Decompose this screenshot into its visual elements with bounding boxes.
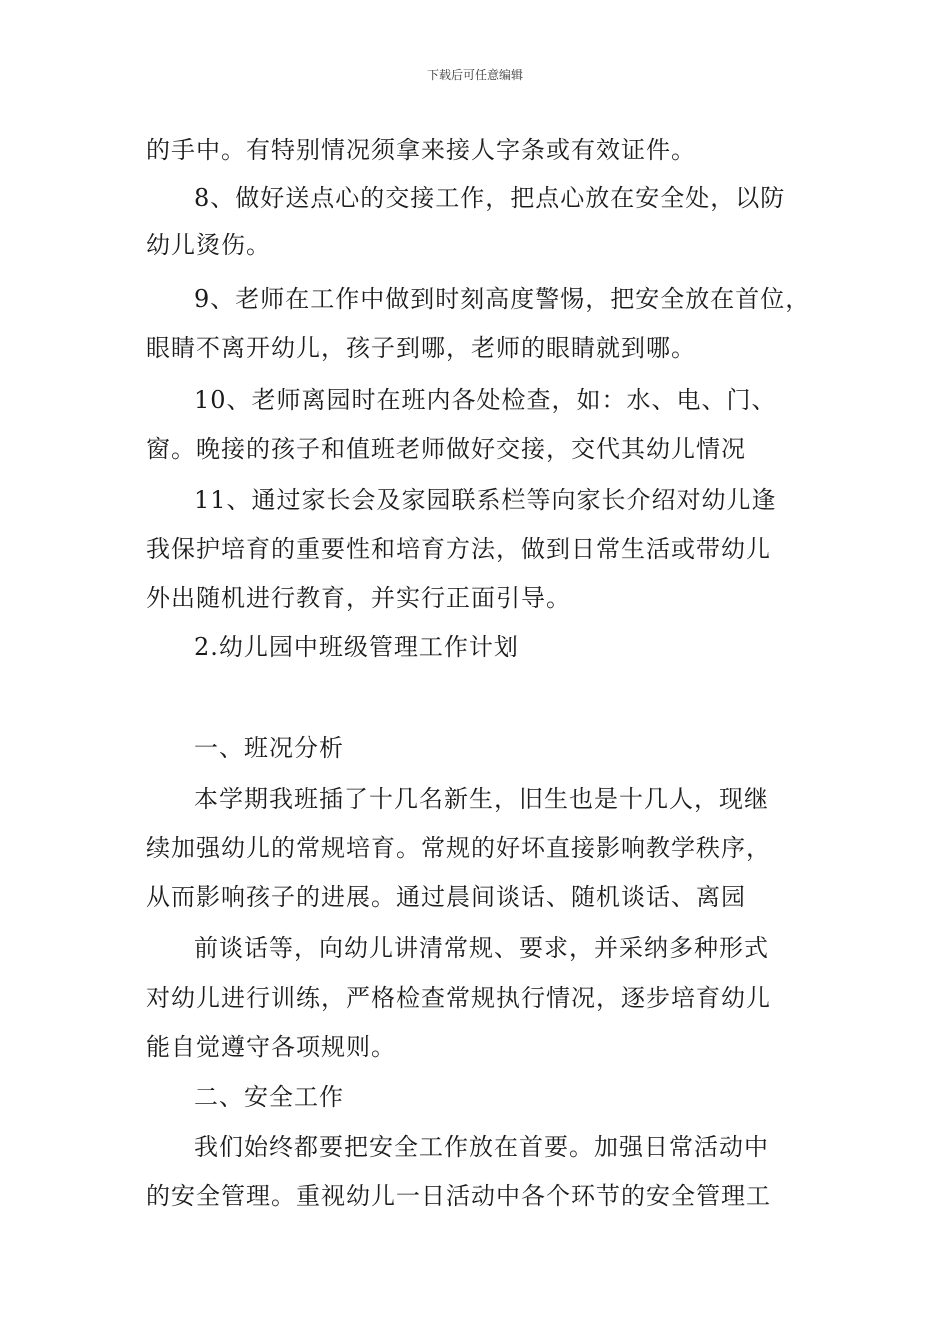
text-line: 眼睛不离开幼儿，孩子到哪，老师的眼睛就到哪。 (146, 334, 696, 362)
text-line: 我们始终都要把安全工作放在首要。加强日常活动中 (194, 1133, 769, 1161)
text-line: 我保护培育的重要性和培育方法，做到日常生活或带幼儿 (146, 535, 771, 563)
text-line: 窗。晚接的孩子和值班老师做好交接，交代其幼儿情况 (146, 435, 746, 463)
text-line: 的安全管理。重视幼儿一日活动中各个环节的安全管理工 (146, 1182, 771, 1210)
text-line: 的手中。有特别情况须拿来接人字条或有效证件。 (146, 136, 696, 164)
text-line: 9、老师在工作中做到时刻高度警惕，把安全放在首位， (194, 285, 811, 313)
text-line: 对幼儿进行训练，严格检查常规执行情况，逐步培育幼儿 (146, 984, 771, 1012)
text-line: 本学期我班插了十几名新生，旧生也是十几人，现继 (194, 785, 769, 813)
text-line: 8、做好送点心的交接工作，把点心放在安全处，以防 (194, 184, 786, 212)
text-line: 能自觉遵守各项规则。 (146, 1033, 396, 1061)
text-line: 10、老师离园时在班内各处检查，如：水、电、门、 (194, 386, 777, 414)
section-heading: 二、安全工作 (194, 1083, 344, 1111)
page-header: 下载后可任意编辑 (426, 68, 523, 82)
section-title: 2.幼儿园中班级管理工作计划 (194, 633, 519, 661)
text-line: 11、通过家长会及家园联系栏等向家长介绍对幼儿逢 (194, 486, 777, 514)
text-line: 幼儿烫伤。 (146, 231, 271, 259)
text-line: 从而影响孩子的进展。通过晨间谈话、随机谈话、离园 (146, 883, 746, 911)
section-heading: 一、班况分析 (194, 734, 344, 762)
text-line: 前谈话等，向幼儿讲清常规、要求，并采纳多种形式 (194, 934, 769, 962)
text-line: 续加强幼儿的常规培育。常规的好坏直接影响教学秩序， (146, 834, 771, 862)
text-line: 外出随机进行教育，并实行正面引导。 (146, 584, 571, 612)
